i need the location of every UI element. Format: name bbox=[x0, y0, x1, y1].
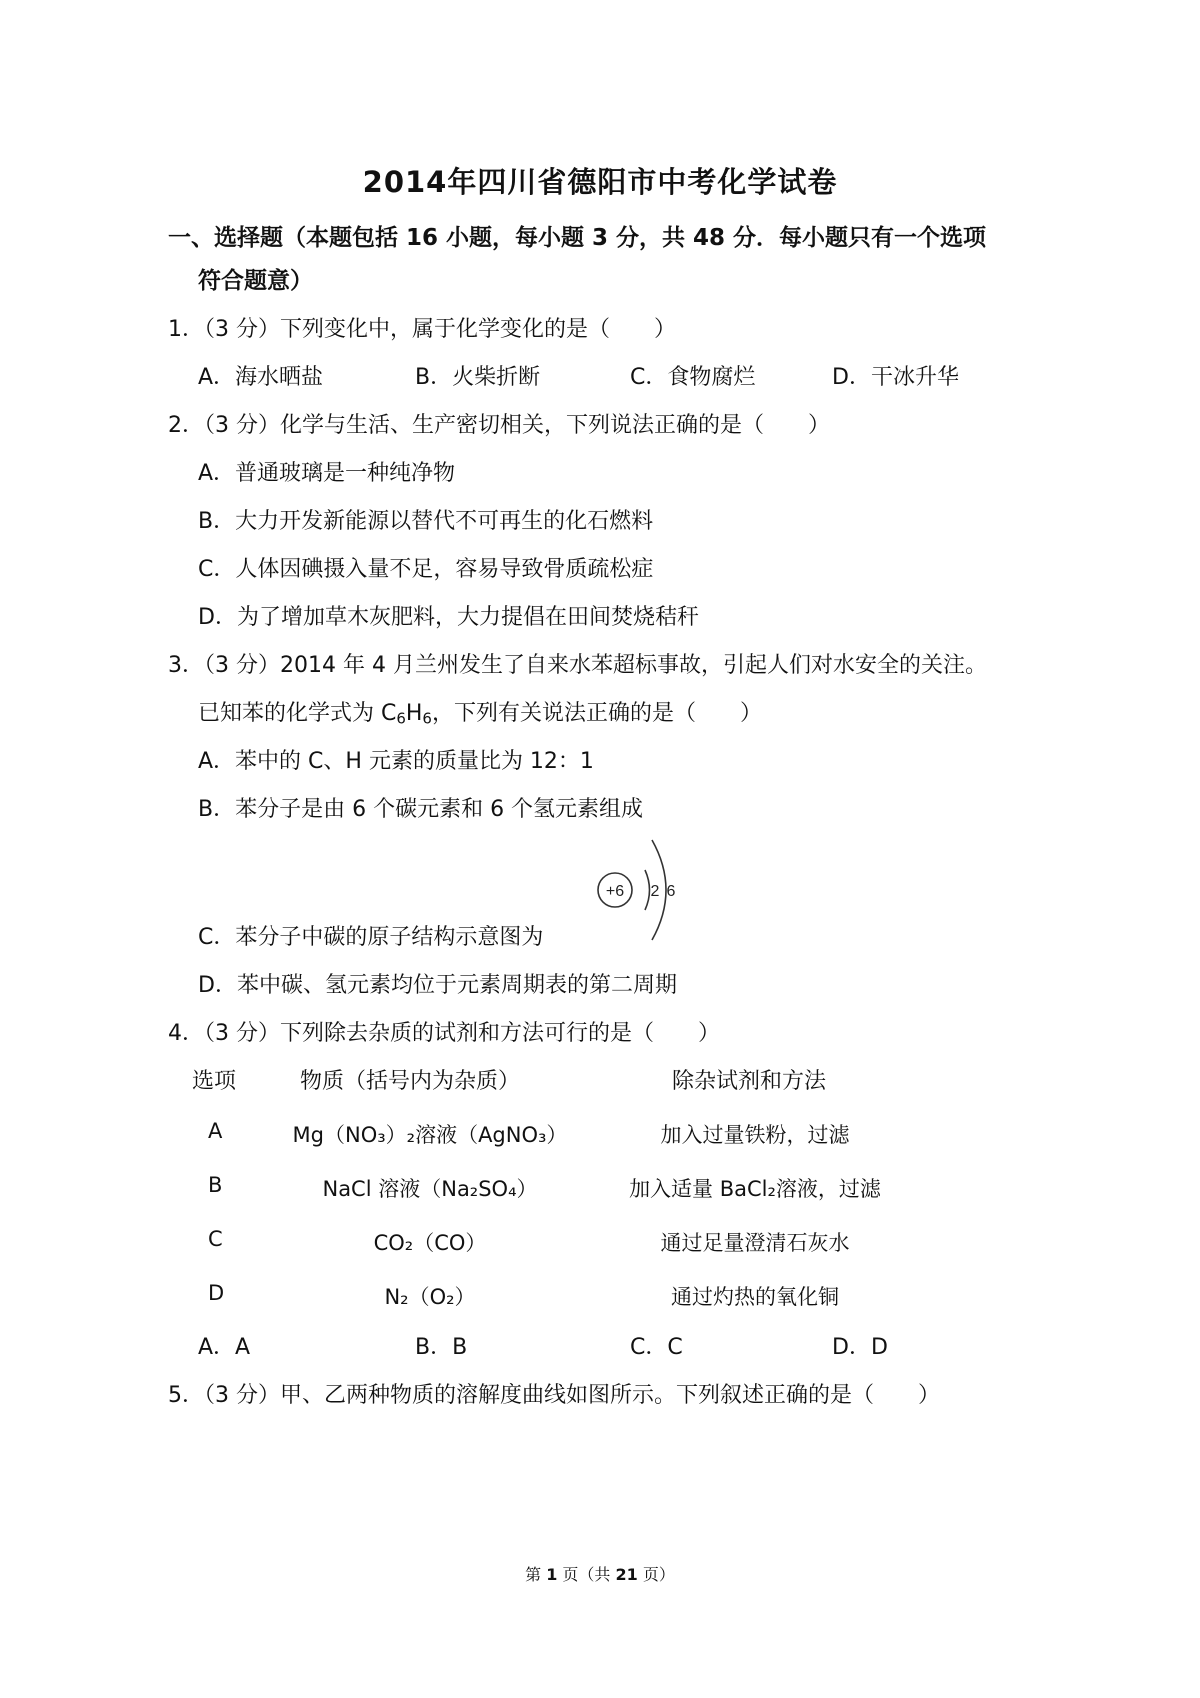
table-cell-option: A bbox=[208, 1119, 223, 1143]
electron-shell-1-arc bbox=[645, 870, 650, 910]
question-4-option-a: A．A bbox=[198, 1335, 251, 1360]
table-cell-option: D bbox=[208, 1281, 225, 1305]
question-3-stem: 3．（3 分）2014 年 4 月兰州发生了自来水苯超标事故，引起人们对水安全的关注。 bbox=[168, 653, 987, 678]
question-4-option-b: B．B bbox=[415, 1335, 468, 1360]
page-footer bbox=[0, 1562, 1200, 1585]
table-header-substance: 物质（括号内为杂质） bbox=[300, 1069, 521, 1094]
question-3-stem-cont bbox=[198, 696, 762, 727]
page-title: 2014年四川省德阳市中考化学试卷 bbox=[362, 165, 838, 199]
footer-text: 页） bbox=[637, 1565, 675, 1584]
question-5-stem: 5．（3 分）甲、乙两种物质的溶解度曲线如图所示。下列叙述正确的是（ ） bbox=[168, 1383, 940, 1408]
question-3-option-b: B．苯分子是由 6 个碳元素和 6 个氢元素组成 bbox=[198, 797, 644, 822]
table-cell-option: C bbox=[208, 1227, 223, 1251]
question-3-option-c: C．苯分子中碳的原子结构示意图为 bbox=[198, 925, 544, 950]
question-2-option-c: C．人体因碘摄入量不足，容易导致骨质疏松症 bbox=[198, 557, 654, 582]
question-2-option-d: D．为了增加草木灰肥料，大力提倡在田间焚烧秸秆 bbox=[198, 605, 699, 630]
table-cell-method: 加入适量 BaCl₂溶液，过滤 bbox=[629, 1177, 881, 1201]
formula-text: 已知苯的化学式为 C bbox=[198, 701, 397, 726]
section-heading: 一、选择题（本题包括 16 小题，每小题 3 分，共 48 分．每小题只有一个选项 bbox=[168, 225, 987, 251]
question-4-option-c: C．C bbox=[630, 1335, 683, 1360]
question-3-option-d: D．苯中碳、氢元素均位于元素周期表的第二周期 bbox=[198, 973, 677, 998]
question-2-option-a: A．普通玻璃是一种纯净物 bbox=[198, 461, 456, 486]
question-2-option-b: B．大力开发新能源以替代不可再生的化石燃料 bbox=[198, 509, 654, 534]
question-1-option-d: D．干冰升华 bbox=[832, 365, 959, 390]
table-cell-method: 通过足量澄清石灰水 bbox=[660, 1231, 850, 1255]
formula-text: H bbox=[405, 701, 423, 726]
footer-total-pages: 21 bbox=[615, 1565, 638, 1584]
formula-subscript: 6 bbox=[396, 709, 406, 728]
table-cell-substance: Mg（NO₃）₂溶液（AgNO₃） bbox=[292, 1123, 568, 1147]
table-cell-substance: NaCl 溶液（Na₂SO₄） bbox=[322, 1177, 538, 1201]
section-heading-cont: 符合题意） bbox=[198, 268, 313, 294]
question-2-stem: 2．（3 分）化学与生活、生产密切相关，下列说法正确的是（ ） bbox=[168, 413, 830, 438]
table-cell-option: B bbox=[208, 1173, 223, 1197]
question-1-option-a: A．海水晒盐 bbox=[198, 365, 324, 390]
stem-text: ，下列有关说法正确的是（ ） bbox=[431, 701, 762, 726]
table-header-method: 除杂试剂和方法 bbox=[672, 1069, 827, 1094]
table-cell-substance: N₂（O₂） bbox=[384, 1285, 476, 1309]
footer-text: 第 bbox=[525, 1565, 547, 1584]
nucleus-charge: +6 bbox=[605, 883, 625, 900]
table-cell-substance: CO₂（CO） bbox=[373, 1231, 487, 1255]
table-cell-method: 加入过量铁粉，过滤 bbox=[660, 1123, 850, 1147]
question-1-option-b: B．火柴折断 bbox=[415, 365, 541, 390]
footer-page-number: 1 bbox=[546, 1565, 558, 1584]
question-4-option-d: D．D bbox=[832, 1335, 888, 1360]
table-header-option: 选项 bbox=[192, 1069, 237, 1094]
footer-text: 页（共 bbox=[557, 1565, 616, 1584]
question-1-stem: 1．（3 分）下列变化中，属于化学变化的是（ ） bbox=[168, 317, 676, 342]
carbon-atom-structure-diagram bbox=[592, 835, 682, 945]
electron-shell-2-count: 6 bbox=[666, 883, 676, 900]
question-3-option-a: A．苯中的 C、H 元素的质量比为 12：1 bbox=[198, 749, 594, 774]
question-4-stem: 4．（3 分）下列除去杂质的试剂和方法可行的是（ ） bbox=[168, 1021, 720, 1046]
electron-shell-1-count: 2 bbox=[650, 883, 660, 900]
question-1-option-c: C．食物腐烂 bbox=[630, 365, 756, 390]
table-cell-method: 通过灼热的氧化铜 bbox=[671, 1285, 839, 1309]
formula-subscript: 6 bbox=[422, 709, 432, 728]
